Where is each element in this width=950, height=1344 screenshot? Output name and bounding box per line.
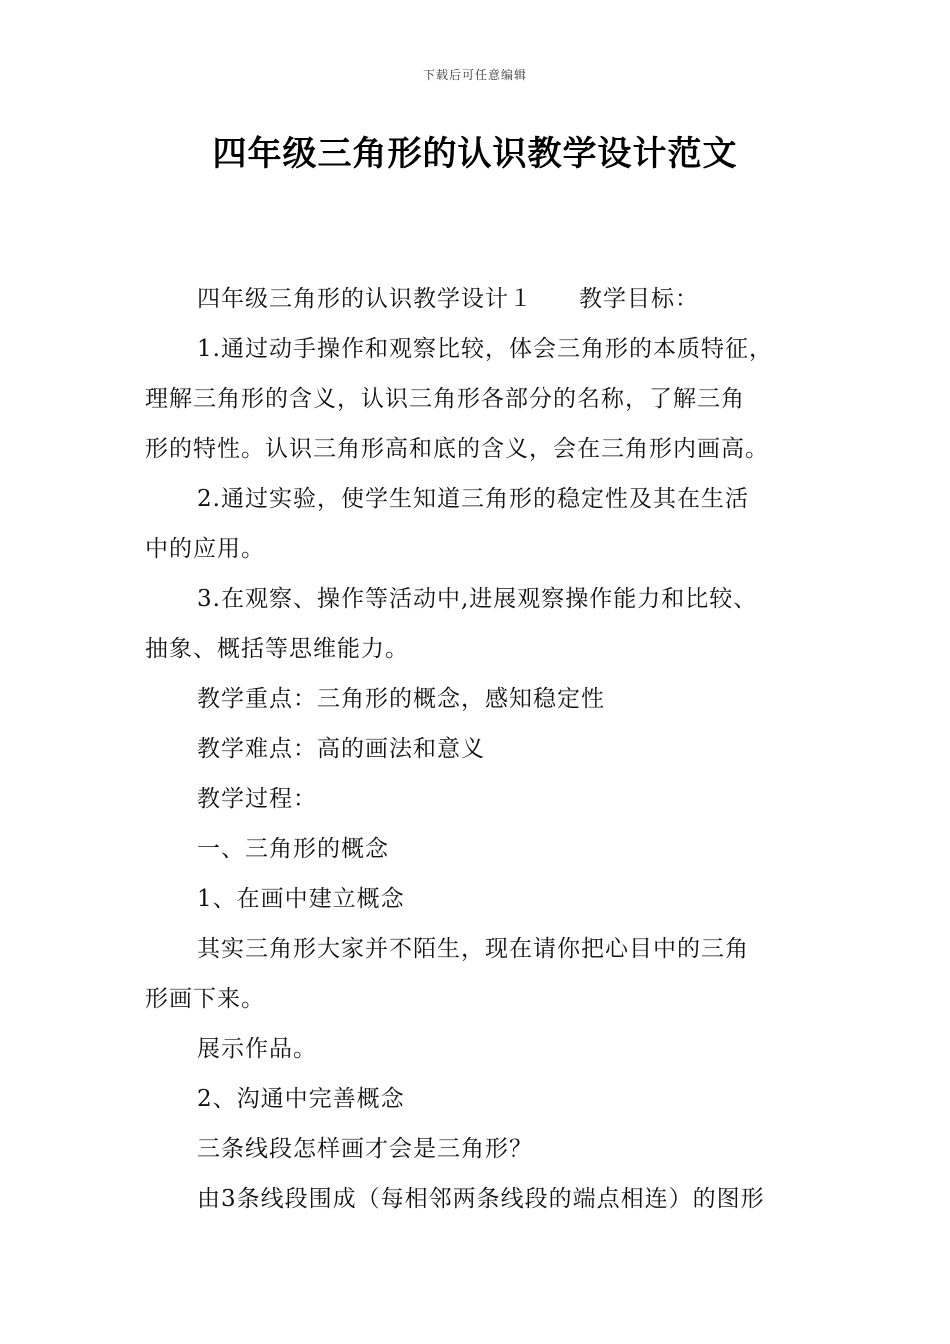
document-body: [145, 274, 815, 1224]
paragraph-line: 2、沟通中完善概念: [197, 1086, 405, 1112]
paragraph-line: 抽象、概括等思维能力。: [145, 636, 409, 662]
paragraph-line: 理解三角形的含义，认识三角形各部分的名称，了解三角: [145, 386, 745, 412]
paragraph-line: 其实三角形大家并不陌生，现在请你把心目中的三角: [197, 936, 749, 962]
header-note: 下载后可任意编辑: [422, 68, 527, 82]
section-heading-line: [145, 274, 815, 324]
paragraph-line: 1.通过动手操作和观察比较，体会三角形的本质特征，: [197, 336, 773, 362]
paragraph-line: 由3条线段围成（每相邻两条线段的端点相连）的图形: [197, 1186, 765, 1212]
paragraph-line: 一、三角形的概念: [197, 836, 389, 862]
goals-label: 教学目标：: [579, 286, 699, 312]
document-title: 四年级三角形的认识教学设计范文: [212, 134, 738, 174]
paragraph-line: 1、在画中建立概念: [197, 886, 405, 912]
paragraph-line: 教学重点：三角形的概念，感知稳定性: [197, 686, 605, 712]
paragraph-line: 教学过程：: [197, 786, 317, 812]
paragraph-line: 形的特性。认识三角形高和底的含义，会在三角形内画高。: [145, 436, 769, 462]
paragraph-line: 三条线段怎样画才会是三角形？: [197, 1136, 533, 1162]
section-heading: 四年级三角形的认识教学设计１: [197, 286, 533, 312]
paragraph-line: 展示作品。: [197, 1036, 317, 1062]
paragraph-line: 2.通过实验，使学生知道三角形的稳定性及其在生活: [197, 486, 749, 512]
paragraph-line: 形画下来。: [145, 986, 265, 1012]
paragraph-line: 3.在观察、操作等活动中,进展观察操作能力和比较、: [197, 586, 758, 612]
paragraph-line: 教学难点：高的画法和意义: [197, 736, 485, 762]
paragraph-line: 中的应用。: [145, 536, 265, 562]
